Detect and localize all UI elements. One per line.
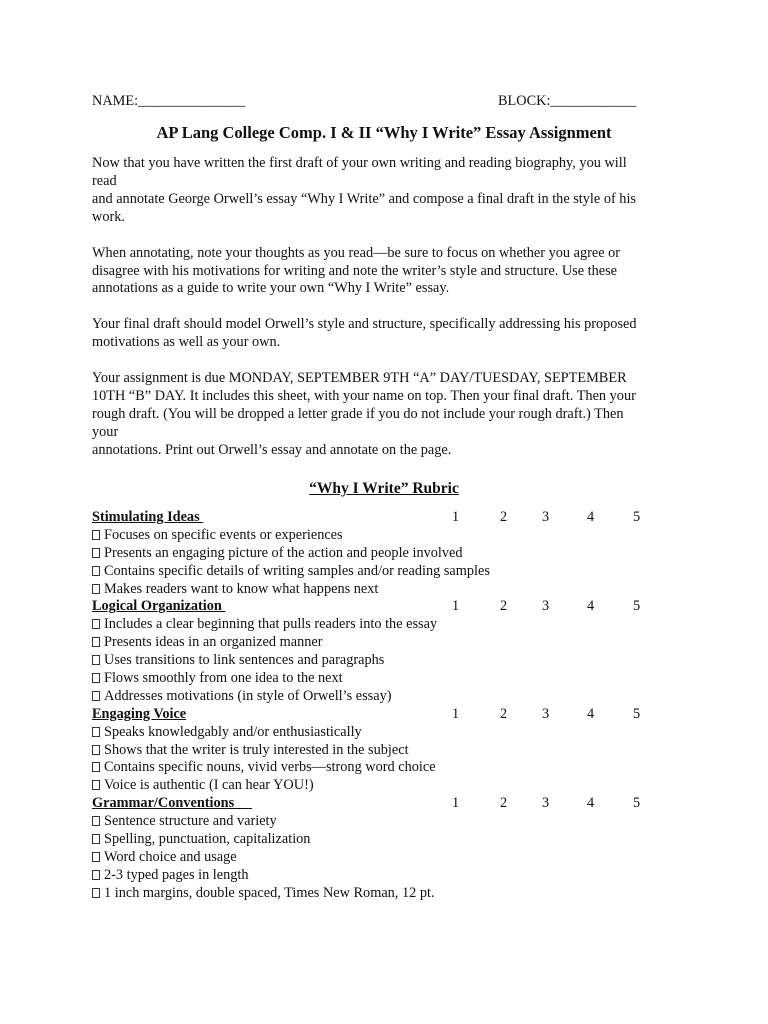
rubric-score: 2 [500,795,508,812]
rubric [92,509,692,903]
rubric-score: 4 [587,509,595,525]
rubric-category-row [92,706,692,724]
rubric-score: 2 [500,598,508,615]
rubric-score: 2 [500,705,508,722]
rubric-criterion-text: 2-3 typed pages in length [104,866,249,883]
rubric-score: 1 [452,598,460,615]
checkbox-square-icon [92,566,100,576]
checkbox-square-icon [92,530,100,540]
rubric-criterion [92,652,692,670]
rubric-criterion [92,670,692,688]
rubric-criterion-text: Sentence structure and variety [104,813,277,830]
rubric-criterion [92,527,692,545]
rubric-criterion [92,759,692,777]
rubric-criterion [92,867,692,885]
rubric-category-row [92,509,692,527]
rubric-criterion-text: 1 inch margins, double spaced, Times New Roman, 12 pt. [104,884,435,901]
rubric-category-name: Stimulating Ideas [92,509,204,525]
rubric-score: 1 [452,705,460,722]
rubric-score: 3 [542,598,550,615]
rubric-score: 4 [587,598,595,615]
rubric-criterion [92,616,692,634]
instructions [92,155,682,478]
rubric-criterion-text: Contains specific details of writing samples and/or reading samples [104,562,490,579]
checkbox-square-icon [92,691,100,701]
rubric-category-name: Grammar/Conventions [92,795,253,812]
rubric-criterion-text: Speaks knowledgably and/or enthusiastically [104,723,362,740]
rubric-criterion [92,885,692,903]
rubric-criterion [92,545,692,563]
rubric-score: 5 [633,705,641,722]
instructions-paragraph: Your assignment is due MONDAY, SEPTEMBER 9TH “A” DAY/TUESDAY, SEPTEMBER 10TH “B” DAY. It includes this sheet, with your name on top. Then your final draft. Then your rough draft. (You will be dropped a letter grade if you do not include your rough draft.) Then your annotations. Print out Orwell’s essay and annotate on the page. [92,370,636,458]
rubric-score: 1 [452,509,460,525]
rubric-criterion-text: Addresses motivations (in style of Orwell’s essay) [104,687,392,704]
checkbox-square-icon [92,584,100,594]
rubric-category-name: Engaging Voice [92,705,187,722]
rubric-criterion [92,634,692,652]
rubric-score: 3 [542,509,550,525]
checkbox-square-icon [92,673,100,683]
rubric-criterion-text: Includes a clear beginning that pulls readers into the essay [104,616,438,633]
checkbox-square-icon [92,619,100,629]
rubric-criterion-text: Makes readers want to know what happens next [104,580,379,597]
instructions-paragraph: When annotating, note your thoughts as you read—be sure to focus on whether you agree or disagree with his motivations for writing and note the writer’s style and structure. Use these annotations as a guide to write your own “Why I Write” essay. [92,244,621,297]
rubric-criterion [92,563,692,581]
rubric-criterion [92,742,692,760]
rubric-category-name: Logical Organization [92,598,226,615]
rubric-criterion-text: Contains specific nouns, vivid verbs—strong word choice [104,759,436,776]
checkbox-square-icon [92,655,100,665]
rubric-criterion-text: Word choice and usage [104,848,237,865]
checkbox-square-icon [92,780,100,790]
rubric-score: 5 [633,509,641,525]
rubric-criterion-text: Voice is authentic (I can hear YOU!) [104,777,314,794]
rubric-criterion-text: Spelling, punctuation, capitalization [104,831,311,848]
rubric-criterion-text: Flows smoothly from one idea to the next [104,670,343,687]
rubric-criterion [92,688,692,706]
checkbox-square-icon [92,834,100,844]
checkbox-square-icon [92,548,100,558]
rubric-score: 4 [587,705,595,722]
checkbox-square-icon [92,637,100,647]
checkbox-square-icon [92,745,100,755]
name-field: NAME:_______________ [92,93,246,109]
instructions-paragraph: Now that you have written the first draft of your own writing and reading biography, you will read and annotate George Orwell’s essay “Why I Write” and compose a final draft in the style of his work. [92,155,636,225]
rubric-criterion [92,724,692,742]
checkbox-square-icon [92,762,100,772]
rubric-score: 2 [500,509,508,525]
instructions-paragraph: Your final draft should model Orwell’s style and structure, specifically addressing his proposed motivations as well as your own. [92,316,637,351]
checkbox-square-icon [92,870,100,880]
rubric-category-row [92,795,692,813]
page-title: AP Lang College Comp. I & II “Why I Write” Essay Assignment [156,123,612,142]
rubric-criterion-text: Presents an engaging picture of the action and people involved [104,544,463,561]
rubric-criterion [92,831,692,849]
rubric-score: 1 [452,795,460,812]
rubric-criterion-text: Focuses on specific events or experiences [104,526,343,543]
rubric-criterion [92,581,692,599]
checkbox-square-icon [92,816,100,826]
rubric-criterion-text: Shows that the writer is truly interested in the subject [104,741,409,758]
rubric-criterion [92,813,692,831]
rubric-score: 3 [542,705,550,722]
rubric-criterion [92,849,692,867]
rubric-category-row [92,598,692,616]
rubric-title: “Why I Write” Rubric [309,480,459,497]
rubric-score: 4 [587,795,595,812]
rubric-score: 5 [633,795,641,812]
checkbox-square-icon [92,727,100,737]
rubric-criterion-text: Uses transitions to link sentences and paragraphs [104,652,385,669]
rubric-criterion [92,777,692,795]
header-line [92,93,644,111]
checkbox-square-icon [92,852,100,862]
checkbox-square-icon [92,888,100,898]
rubric-score: 3 [542,795,550,812]
rubric-criterion-text: Presents ideas in an organized manner [104,634,323,651]
rubric-score: 5 [633,598,641,615]
block-field: BLOCK:____________ [498,93,637,109]
